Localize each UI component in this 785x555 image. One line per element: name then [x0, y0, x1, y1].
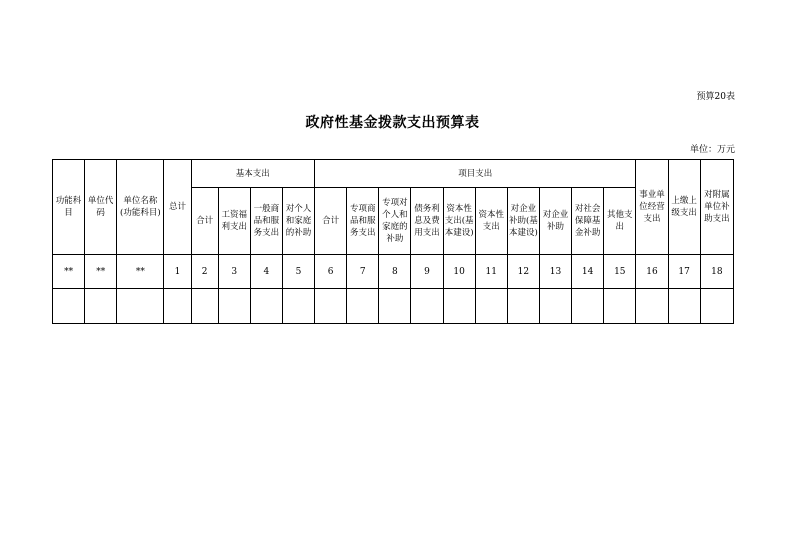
data-cell: [668, 289, 700, 324]
data-cell: [507, 289, 539, 324]
header-project-capital-construction: 资本性支出(基本建设): [443, 188, 475, 255]
data-cell: [282, 289, 314, 324]
data-cell: [347, 289, 379, 324]
unit-label: 单位：万元: [689, 145, 735, 155]
index-cell: 14: [572, 255, 604, 289]
data-cell: [475, 289, 507, 324]
data-cell: [53, 289, 85, 324]
empty-data-row: [53, 289, 734, 324]
index-cell: 5: [282, 255, 314, 289]
data-cell: [164, 289, 191, 324]
index-cell: 15: [604, 255, 636, 289]
index-cell: **: [53, 255, 85, 289]
data-cell: [604, 289, 636, 324]
header-func-subject: 功能科目: [53, 160, 85, 255]
index-cell: 1: [164, 255, 191, 289]
header-unit-name: 单位名称(功能科目): [117, 160, 164, 255]
data-cell: [636, 289, 668, 324]
header-project-capital: 资本性支出: [475, 188, 507, 255]
index-cell: 3: [218, 255, 250, 289]
index-cell: 13: [539, 255, 571, 289]
header-group-basic: 基本支出: [191, 160, 315, 188]
index-cell: 9: [411, 255, 443, 289]
budget-table: [52, 159, 734, 324]
header-remit-to-superior: 上缴上级支出: [668, 160, 700, 255]
data-cell: [572, 289, 604, 324]
header-project-other: 其他支出: [604, 188, 636, 255]
header-project-enterprise-subsidy: 对企业补助: [539, 188, 571, 255]
header-project-debt-interest: 债务利息及费用支出: [411, 188, 443, 255]
data-cell: [85, 289, 117, 324]
index-cell: 18: [700, 255, 733, 289]
data-cell: [315, 289, 347, 324]
index-cell: 16: [636, 255, 668, 289]
data-cell: [443, 289, 475, 324]
index-cell: 6: [315, 255, 347, 289]
header-unit-code: 单位代码: [85, 160, 117, 255]
data-cell: [700, 289, 733, 324]
index-cell: 4: [250, 255, 282, 289]
header-project-goods-services: 专项商品和服务支出: [347, 188, 379, 255]
index-cell: 17: [668, 255, 700, 289]
header-basic-household-subsidy: 对个人和家庭的补助: [282, 188, 314, 255]
header-basic-subtotal: 合计: [191, 188, 218, 255]
header-project-subtotal: 合计: [315, 188, 347, 255]
header-business-operation: 事业单位经营支出: [636, 160, 668, 255]
data-cell: [411, 289, 443, 324]
data-cell: [191, 289, 218, 324]
index-cell: 8: [379, 255, 411, 289]
header-project-household-subsidy: 专项对个人和家庭的补助: [379, 188, 411, 255]
header-total: 总计: [164, 160, 191, 255]
header-project-social-security: 对社会保障基金补助: [572, 188, 604, 255]
header-subsidy-affiliated: 对附属单位补助支出: [700, 160, 733, 255]
index-cell: **: [85, 255, 117, 289]
header-basic-goods-services: 一般商品和服务支出: [250, 188, 282, 255]
data-cell: [117, 289, 164, 324]
index-cell: 10: [443, 255, 475, 289]
data-cell: [539, 289, 571, 324]
header-group-project: 项目支出: [315, 160, 636, 188]
form-number: 预算20表: [696, 92, 735, 102]
data-cell: [250, 289, 282, 324]
data-cell: [218, 289, 250, 324]
page-title: 政府性基金拨款支出预算表: [305, 115, 480, 131]
data-cell: [379, 289, 411, 324]
index-cell: 7: [347, 255, 379, 289]
index-cell: **: [117, 255, 164, 289]
header-project-enterprise-construction: 对企业补助(基本建设): [507, 188, 539, 255]
index-cell: 12: [507, 255, 539, 289]
header-basic-wages: 工资福利支出: [218, 188, 250, 255]
index-cell: 2: [191, 255, 218, 289]
index-cell: 11: [475, 255, 507, 289]
